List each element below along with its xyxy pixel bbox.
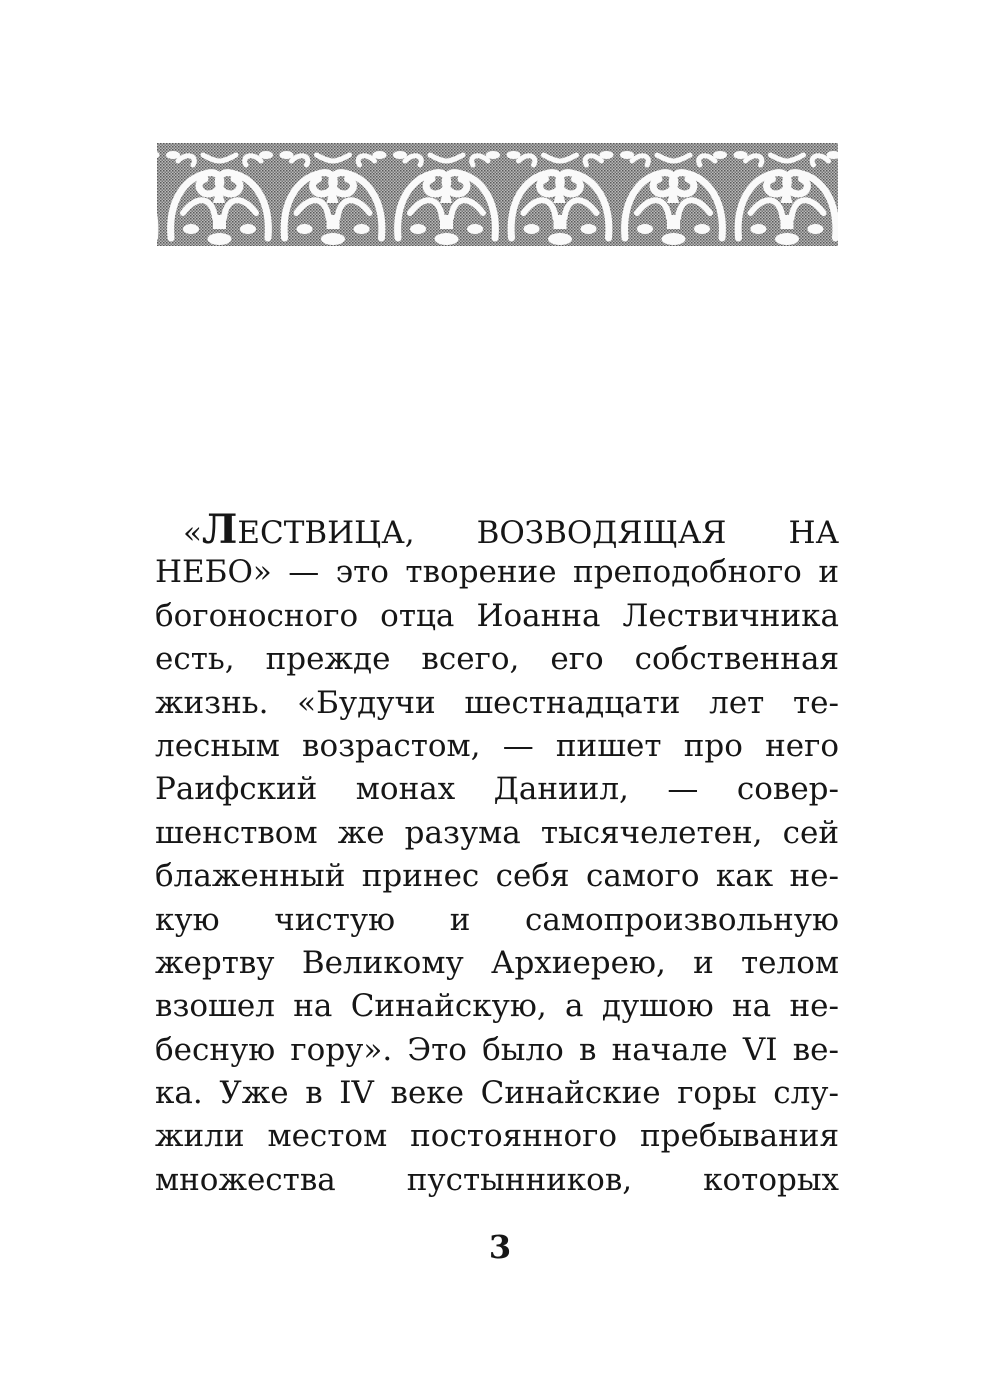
text-line: бесную гору». Это было в начале VI ве- xyxy=(155,1031,839,1068)
text-line: жертву Великому Архиерею, и телом xyxy=(155,944,839,981)
floral-ornament-band-icon xyxy=(157,143,838,246)
text-line: блаженный принес себя самого как не- xyxy=(155,858,839,895)
text-line: кую чистую и самопроизвольную xyxy=(155,901,839,938)
text-line: есть, прежде всего, его собственная xyxy=(155,641,839,678)
text-line: множества пустынников, которых xyxy=(155,1161,839,1198)
text-line: Раифский монах Даниил, — совер- xyxy=(155,771,839,808)
body-text xyxy=(155,508,839,1202)
initial-letter: Л xyxy=(201,508,238,552)
text-line: шенством же разума тысячелетен, сей xyxy=(155,814,839,851)
text-line: жизнь. «Будучи шестнадцати лет те- xyxy=(155,684,839,721)
page-number: 3 xyxy=(488,1228,512,1266)
text-line xyxy=(155,508,839,551)
first-line-text: ЕСТВИЦА, ВОЗВОДЯЩАЯ НА xyxy=(237,515,839,551)
text-line: жили местом постоянного пребывания xyxy=(155,1118,839,1155)
text-line: богоносного отца Иоанна Лествичника xyxy=(155,597,839,634)
text-line: взошел на Синайскую, а душою на не- xyxy=(155,988,839,1025)
text-line: ка. Уже в IV веке Синайские горы слу- xyxy=(155,1075,839,1112)
text-line: НЕБО» — это творение преподобного и xyxy=(155,554,839,591)
opening-quote: « xyxy=(183,515,202,551)
text-line: лесным возрастом, — пишет про него xyxy=(155,727,839,764)
